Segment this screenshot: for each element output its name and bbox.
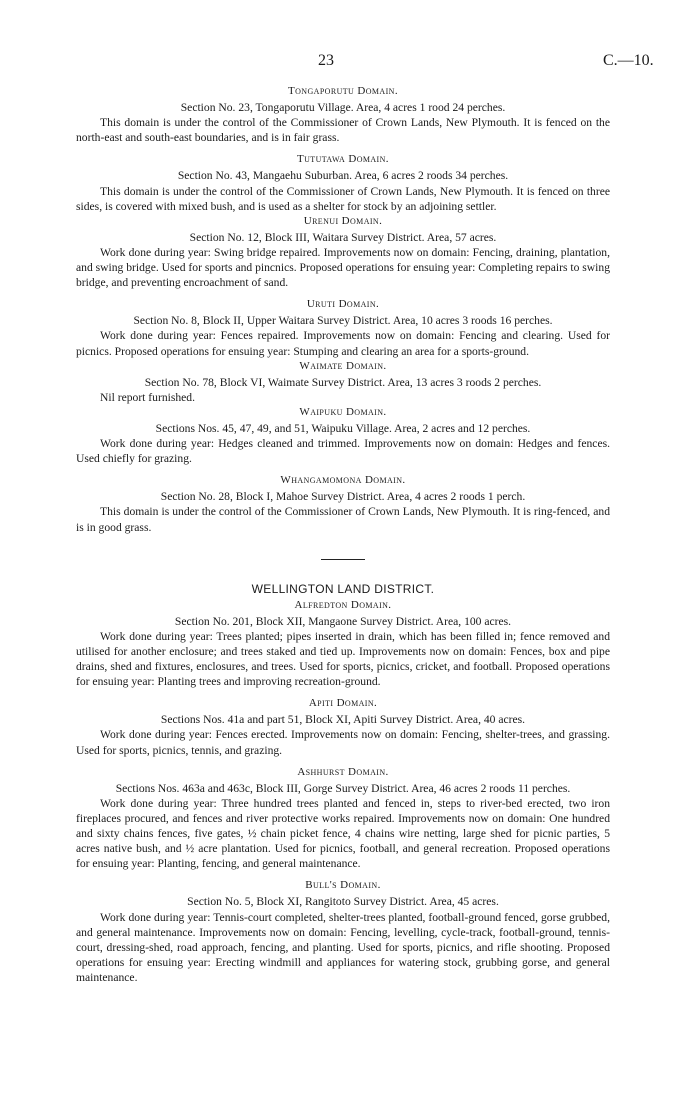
domain-title: Ashhurst Domain. xyxy=(297,765,389,778)
domain-description: Work done during year: Trees planted; pipes inserted in drain, which has been filled in; fence removed and utilised for another enclosure; and trees staked and tied up. Improvements now on domain: Fences, box and pipe drains, shed and fixtures, enclosures, and trees. Used for sports, picnics, cricket, and football. Proposed operations for ensuing year: Planting trees and improving recreation-ground. xyxy=(76,629,610,689)
domain-section-line: Section No. 201, Block XII, Mangaone Survey District. Area, 100 acres. xyxy=(174,614,512,628)
section-divider xyxy=(321,559,365,560)
domain-description: Work done during year: Tennis-court completed, shelter-trees planted, football-ground fenced, gorse grubbed, and general maintenance. Improvements now on domain: Fencing, levelling, cycle-track, football-ground, tennis-court, dressing-shed, road approach, fencing, and planting. Used for sports, picnics, and rifle shooting. Proposed operations for ensuing year: Erecting windmill and appliances for watering stock, grubbing gorse, and general maintenance. xyxy=(76,910,610,984)
domain-entry-waimate xyxy=(76,359,610,405)
domain-description: Work done during year: Hedges cleaned and trimmed. Improvements now on domain: Hedges and fences. Used chiefly for grazing. xyxy=(76,437,610,466)
domain-title: Urenui Domain. xyxy=(303,214,383,227)
domain-entry-whangamomona xyxy=(76,473,610,534)
domain-title: Waimate Domain. xyxy=(299,359,387,372)
domain-description: Work done during year: Swing bridge repaired. Improvements now on domain: Fencing, draining, plantation, and swing bridge. Used for sports and pincnics. Proposed operations for ensuing year: Completing repairs to swing bridge, and preventing encroachment of sand. xyxy=(76,245,610,290)
domain-entry-uruti xyxy=(76,297,610,358)
page-number: 23 xyxy=(318,52,334,69)
domain-title: Alfredton Domain. xyxy=(294,598,392,611)
domain-title: Tututawa Domain. xyxy=(297,153,389,166)
domain-description: Nil report furnished. xyxy=(100,390,195,404)
domain-title: Bull's Domain. xyxy=(305,879,381,892)
district-heading: WELLINGTON LAND DISTRICT. xyxy=(251,581,435,596)
domain-entry-ashhurst xyxy=(76,765,610,872)
domain-section-line: Section No. 12, Block III, Waitara Survey District. Area, 57 acres. xyxy=(189,230,497,244)
domain-entry-bulls xyxy=(76,878,610,985)
domain-entry-tongaporutu xyxy=(76,84,610,145)
domain-description: This domain is under the control of the Commissioner of Crown Lands, New Plymouth. It is fenced on three sides, is covered with mixed bush, and is used as a shelter for stock by an adjoining settler. xyxy=(76,184,610,213)
domain-title: Whangamomona Domain. xyxy=(280,474,406,487)
domain-entry-apiti xyxy=(76,696,610,757)
domain-entry-urenui xyxy=(76,214,610,290)
domain-section-line: Section No. 23, Tongaporutu Village. Area, 4 acres 1 rood 24 perches. xyxy=(180,101,506,115)
domain-section-line: Section No. 28, Block I, Mahoe Survey District. Area, 4 acres 2 roods 1 perch. xyxy=(160,490,526,504)
page-content xyxy=(76,84,610,985)
domain-title: Waipuku Domain. xyxy=(299,405,387,418)
domain-entry-tututawa xyxy=(76,152,610,213)
domain-section-line: Section No. 8, Block II, Upper Waitara Survey District. Area, 10 acres 3 roods 16 perches. xyxy=(133,314,553,328)
domain-description: Work done during year: Three hundred trees planted and fenced in, steps to river-bed erected, two iron fireplaces procured, and fences and river protective works repaired. Improvements now on domain: One hundred and sixty chains fences, five gates, ½ chain picket fence, 4 chains wire netting, large shed for picnic parties, 5 acres native bush, and ½ acre plantation. Used for picnics, football, and general recreation. Proposed operations for ensuing year: Planting, fencing, and general maintenance. xyxy=(76,796,610,871)
domain-section-line: Section No. 43, Mangaehu Suburban. Area, 6 acres 2 roods 34 perches. xyxy=(177,169,509,183)
domain-section-line: Sections Nos. 463a and 463c, Block III, Gorge Survey District. Area, 46 acres 2 roods 11 perches. xyxy=(115,781,571,795)
domain-entry-waipuku xyxy=(76,405,610,466)
domain-title: Apiti Domain. xyxy=(308,697,378,710)
domain-section-line: Section No. 78, Block VI, Waimate Survey District. Area, 13 acres 3 roods 2 perches. xyxy=(144,375,542,389)
domain-description: Work done during year: Fences repaired. Improvements now on domain: Fencing and clearing. Used for picnics. Proposed operations for ensuing year: Stumping and clearing an area for a sports-ground. xyxy=(76,329,610,358)
domain-description: This domain is under the control of the Commissioner of Crown Lands, New Plymouth. It is fenced on the north-east and south-east boundaries, and is in fair grass. xyxy=(76,116,610,145)
domain-description: Work done during year: Fences erected. Improvements now on domain: Fencing, shelter-trees, and grassing. Used for sports, picnics, tennis, and grazing. xyxy=(76,728,610,757)
page-header xyxy=(0,52,700,72)
domain-description: This domain is under the control of the Commissioner of Crown Lands, New Plymouth. It is ring-fenced, and is in good grass. xyxy=(76,505,610,534)
domain-section-line: Sections Nos. 45, 47, 49, and 51, Waipuku Village. Area, 2 acres and 12 perches. xyxy=(155,421,531,435)
domain-title: Tongaporutu Domain. xyxy=(288,85,398,97)
domain-section-line: Sections Nos. 41a and part 51, Block XI, Apiti Survey District. Area, 40 acres. xyxy=(160,713,526,727)
domain-entry-alfredton xyxy=(76,598,610,690)
domain-section-line: Section No. 5, Block XI, Rangitoto Survey District. Area, 45 acres. xyxy=(187,895,499,909)
page-reference: C.—10. xyxy=(603,52,654,69)
domain-title: Uruti Domain. xyxy=(306,298,380,311)
